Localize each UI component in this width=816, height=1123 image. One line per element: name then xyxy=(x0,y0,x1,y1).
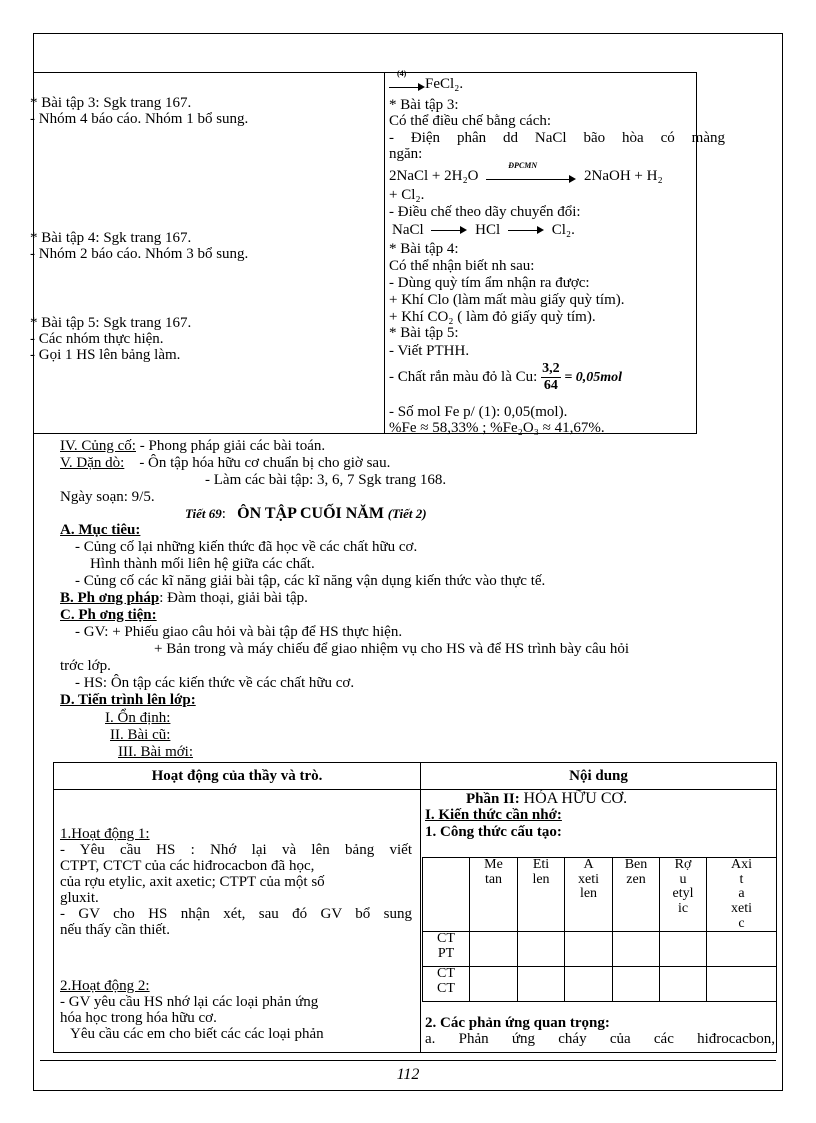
hd2-line2: hóa học trong hóa hữu cơ. xyxy=(60,1010,217,1026)
cung-co: IV. Củng cố: - Phong pháp giải các bài toán. xyxy=(60,438,326,454)
header-axetilen: A xeti len xyxy=(565,858,613,932)
arrow-icon xyxy=(431,226,467,236)
chain-title: - Điều chế theo dãy chuyển đổi: xyxy=(389,204,581,220)
bt5-sub2: - Gọi 1 HS lên bảng làm. xyxy=(30,347,181,363)
hd1-line5: - GV cho HS nhận xét, sau đó GV bổ sung xyxy=(60,906,412,922)
bt3-label: * Bài tập 3: Sgk trang 167. xyxy=(30,95,192,111)
bt5-label: * Bài tập 5: Sgk trang 167. xyxy=(30,315,192,331)
column-divider xyxy=(384,73,385,433)
bt4-label: * Bài tập 4: Sgk trang 167. xyxy=(30,230,192,246)
equation-electrolysis: 2NaCl + 2H₂O ĐPCMN 2NaOH + H₂ xyxy=(389,160,663,184)
bt3-line3: ngăn: xyxy=(389,146,423,162)
header-axit-axetic: Axi t a xeti c xyxy=(707,858,777,932)
page-number: 112 xyxy=(396,1066,420,1083)
phuong-tien-label: C. Ph ơng tiện: xyxy=(60,607,157,623)
arrow-label: (4) xyxy=(397,68,407,78)
row-ctpt: CT PT xyxy=(423,932,470,967)
ngay-soan: Ngày soạn: 9/5. xyxy=(60,489,155,505)
muc-tieu-1: - Củng cố lại những kiến thức đã học về các chất hữu cơ. xyxy=(75,539,418,555)
phan-ung-label: 2. Các phản ứng quan trọng: xyxy=(425,1015,610,1031)
hd1-line2: CTPT, CTCT của các hiđrocacbon đã học, xyxy=(60,858,315,874)
phuong-phap: B. Ph ơng pháp: Đàm thoại, giải bài tập. xyxy=(60,590,308,606)
fecl2-line: (4) FeCl₂. xyxy=(389,76,463,92)
bt4-sub: - Nhóm 2 báo cáo. Nhóm 3 bổ sung. xyxy=(30,246,249,262)
hd1-line1: - Yêu cầu HS : Nhớ lại và lên bảng viết xyxy=(60,842,412,858)
tien-trinh-label: D. Tiến trình lên lớp: xyxy=(60,692,196,708)
phuong-tien-3: trớc lớp. xyxy=(60,658,111,674)
hd1-line3: của rợu etylic, axit axetic; CTPT của một số xyxy=(60,874,325,890)
footer-rule xyxy=(40,1060,776,1061)
arrow-icon xyxy=(508,226,544,236)
bt4-title: * Bài tập 4: xyxy=(389,241,459,257)
arrow-icon xyxy=(486,175,576,185)
header-metan: Me tan xyxy=(470,858,518,932)
muc-tieu-label: A. Mục tiêu: xyxy=(60,522,141,538)
bt4-line2: - Dùng quỳ tím ẩm nhận ra được: xyxy=(389,275,590,291)
bt3-line2: - Điện phân dd NaCl bão hòa có màng xyxy=(389,130,725,146)
equation-cont: + Cl₂. xyxy=(389,187,425,203)
col-header-activities: Hoạt động của thầy và trò. xyxy=(54,763,421,790)
dan-do: V. Dặn dò: - Ôn tập hóa hữu cơ chuẩn bị cho giờ sau. xyxy=(60,455,391,471)
hd2-title: 2.Hoạt động 2: xyxy=(60,978,150,994)
bt5-sub: - Các nhóm thực hiện. xyxy=(30,331,164,347)
bt5-title: * Bài tập 5: xyxy=(389,325,459,341)
header-ruou-etylic: Rợ u etyl ic xyxy=(660,858,707,932)
bt5-line1: - Viết PTHH. xyxy=(389,343,470,359)
phuong-tien-2: + Bản trong và máy chiếu để giao nhiệm vụ cho HS và để HS trình bày câu hỏi xyxy=(154,641,630,657)
muc-tieu-3: - Củng cố các kĩ năng giải bài tập, các kĩ năng vận dụng kiến thức vào thực tế. xyxy=(75,573,546,589)
bai-moi: III. Bài mới: xyxy=(118,744,193,760)
on-dinh: I. Ổn định: xyxy=(105,710,171,726)
header-benzen: Ben zen xyxy=(613,858,660,932)
muc-tieu-2: Hình thành mối liên hệ giữa các chất. xyxy=(90,556,315,572)
bt4-line1: Có thể nhận biết nh sau: xyxy=(389,258,535,274)
bt3-line1: Có thể điều chế bằng cách: xyxy=(389,113,552,129)
electrolysis-condition: ĐPCMN xyxy=(508,160,538,170)
part-heading: Phần II: HÓA HỮU CƠ. xyxy=(466,790,628,807)
hd2-line1: - GV yêu cầu HS nhớ lại các loại phản ứng xyxy=(60,994,319,1010)
copper-fraction-line: - Chất rắn màu đỏ là Cu: $\frac{3,2}{64}$ = 0,05mol xyxy=(389,361,623,394)
phuong-tien-1: - GV: + Phiếu giao câu hỏi và bài tập để HS thực hiện. xyxy=(75,624,403,640)
bai-cu: II. Bài cũ: xyxy=(110,727,171,743)
formula-table xyxy=(422,857,777,1002)
lesson-title: Tiết 69: ÔN TẬP CUỐI NĂM (Tiết 2) xyxy=(185,505,427,522)
row-ctct: CT CT xyxy=(423,967,470,1002)
header-etilen: Eti len xyxy=(518,858,565,932)
kien-thuc-label: I. Kiến thức cần nhớ: xyxy=(425,807,562,823)
hd2-line3: Yêu cầu các em cho biết các các loại phản xyxy=(70,1026,324,1042)
bt5-line3: - Số mol Fe p/ (1): 0,05(mol). xyxy=(389,404,568,420)
bt3-title: * Bài tập 3: xyxy=(389,97,459,113)
col-header-content: Nội dung xyxy=(421,763,777,790)
hd1-title: 1.Hoạt động 1: xyxy=(60,826,150,842)
hd1-line4: gluxit. xyxy=(60,890,99,906)
blank-header xyxy=(423,858,470,932)
arrow-icon xyxy=(389,83,425,93)
hd1-line6: nếu thấy cần thiết. xyxy=(60,922,170,938)
phan-ung-a: a. Phản ứng cháy của các hiđrocacbon, xyxy=(425,1031,775,1047)
bt4-line4: + Khí CO₂ ( làm đỏ giấy quỳ tím). xyxy=(389,309,596,325)
bt3-sub: - Nhóm 4 báo cáo. Nhóm 1 bổ sung. xyxy=(30,111,249,127)
phuong-tien-4: - HS: Ôn tập các kiến thức về các chất hữu cơ. xyxy=(75,675,355,691)
bt5-line4: %Fe ≈ 58,33% ; %Fe₂O₃ ≈ 41,67%. xyxy=(389,420,605,436)
cong-thuc-label: 1. Công thức cấu tạo: xyxy=(425,824,562,840)
fraction: $\frac{3,2}{64}$ xyxy=(542,361,560,394)
conversion-chain: NaCl HCl Cl₂. xyxy=(392,222,575,238)
dan-do-2: - Làm các bài tập: 3, 6, 7 Sgk trang 168. xyxy=(205,472,447,488)
bt4-line3: + Khí Clo (làm mất màu giấy quỳ tím). xyxy=(389,292,625,308)
